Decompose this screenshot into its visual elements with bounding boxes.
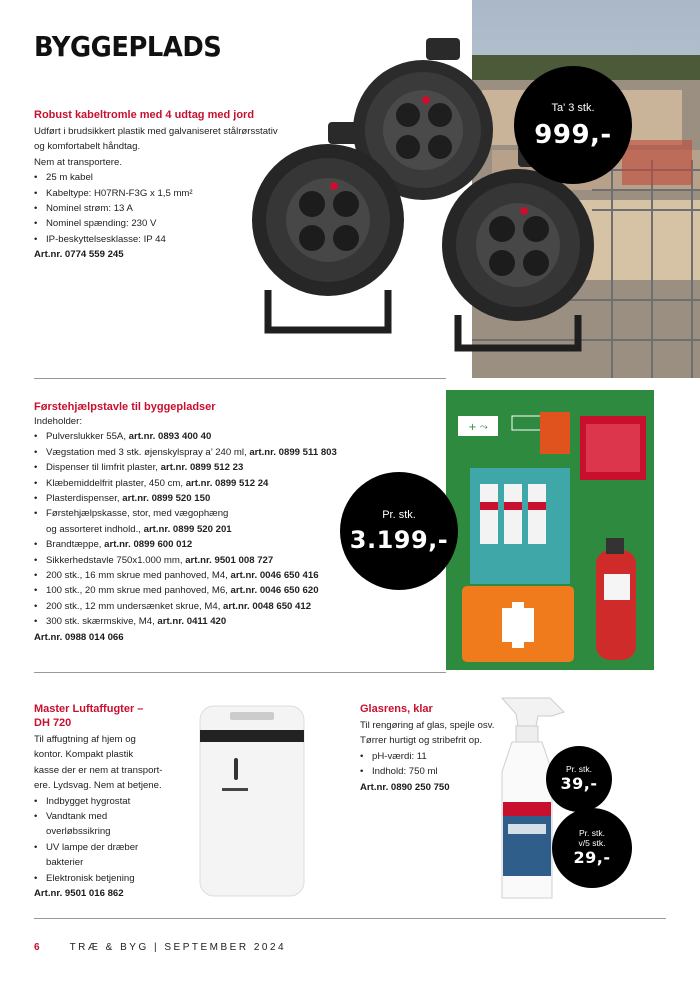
list-item: overløbssikring [46,826,111,838]
item-artnr: art.nr. 0899 520 150 [122,493,211,505]
desc-line: og komfortabelt håndtag. [34,141,141,153]
item-text: Sikkerhedstavle 750x1.000 mm, [46,554,186,566]
product-title [34,702,164,730]
list-item: • UV lampe der dræber [34,840,164,855]
list-item: • pH-værdi: 11 [360,749,500,764]
item-text: Vægstation med 3 stk. øjenskylspray a’ 240 ml, [46,446,250,458]
item-text: Førstehjælpskasse, stor, med vægophæng [46,508,229,520]
list-item [34,583,404,598]
item-artnr: art.nr. 9501 008 727 [185,554,274,566]
article-number: Art.nr. 0988 014 066 [34,631,124,643]
price-label: Pr. stk. [566,764,592,774]
price-value: 3.199,- [349,525,449,554]
item-artnr: art.nr. 0048 650 412 [223,600,312,612]
item-text: 200 stk., 16 mm skrue med panhoved, M4, [46,570,231,582]
item-artnr: art.nr. 0899 600 012 [104,539,193,551]
desc-line: Til rengøring af glas, spejle osv. [360,720,495,731]
cable-reel-section [34,108,284,263]
desc-line: Tørrer hurtigt og stribefrit op. [360,735,483,747]
item-artnr: art.nr. 0899 512 23 [160,462,244,474]
item-text: Klæbemiddelfrit plaster, 450 cm, [46,477,186,489]
item-text: 100 stk., 20 mm skrue med panhoved, M6, [46,585,231,597]
item-artnr: art.nr. 0893 400 40 [128,431,212,443]
item-text: Dispenser til limfrit plaster, [46,462,161,474]
price-badge [514,66,632,184]
list-item [34,614,404,629]
list-item: • Vandtank med [34,809,164,824]
price-badge-bulk [552,808,632,888]
desc-line: ere. Lydsvag. Nem at betjene. [34,780,162,792]
list-item: • Nominel strøm: 13 A [34,201,284,216]
spec-list [360,749,500,780]
product-title: Robust kabeltromle med 4 udtag med jord [34,109,255,121]
price-label: Pr. stk. [579,828,605,838]
glass-cleaner-section [360,702,500,795]
list-item [34,599,404,614]
divider [34,378,446,379]
price-value: 29,- [573,848,611,867]
price-badge [340,472,458,590]
divider [34,918,666,919]
desc-line: kontor. Kompakt plastik [34,749,134,761]
intro-text: Indeholder: [34,416,83,427]
list-item: • Elektronisk betjening [34,871,164,886]
product-title: Glasrens, klar [360,703,433,715]
item-text: 300 stk. skærmskive, M4, [46,616,158,628]
item-text: Brandtæppe, [46,539,105,551]
desc-line: Udført i brudsikkert plastik med galvaniseret stålrørsstativ [34,126,278,137]
item-artnr: art.nr. 0411 420 [157,616,227,628]
price-label: Pr. stk. [382,508,416,521]
title-line: DH 720 [34,717,72,729]
first-aid-board-image [446,390,654,670]
item-artnr: art.nr. 0899 511 803 [249,446,337,458]
list-item: • IP-beskyttelsesklasse: IP 44 [34,232,284,247]
list-item: • 25 m kabel [34,170,284,185]
divider [34,672,446,673]
item-artnr: art.nr. 0046 650 416 [230,570,319,582]
list-item: • Indhold: 750 ml [360,764,500,779]
item-artnr: art.nr. 0899 520 201 [143,523,232,535]
product-description [34,124,284,170]
page-heading: BYGGEPLADS [34,30,222,63]
list-item: • Indbygget hygrostat [34,794,164,809]
list-item [34,568,404,583]
item-artnr: art.nr. 0899 512 24 [185,477,269,489]
feature-list [34,794,164,886]
price-value: 39,- [560,774,598,793]
article-number: Art.nr. 9501 016 862 [34,888,124,900]
list-item [34,476,404,491]
desc-line: kasse der er nem at transport- [34,764,163,776]
item-text: Plasterdispenser, [46,493,123,505]
price-label: Ta' 3 stk. [551,101,595,114]
price-badge [546,746,612,812]
product-title: Førstehjælpstavle til byggepladser [34,401,216,413]
dehumidifier-image [192,700,312,900]
item-text: og assorteret indhold., [46,523,144,535]
title-line: Master Luftaffugter – [34,703,144,715]
list-item [34,460,404,475]
dehumidifier-section [34,702,164,901]
product-description [360,718,500,749]
footer-text: TRÆ & BYG | SEPTEMBER 2024 [69,942,287,953]
page-footer [34,942,286,953]
list-item [34,445,404,460]
price-label: v/5 stk. [578,838,606,848]
article-number: Art.nr. 0774 559 245 [34,249,124,261]
item-text: Pulverslukker 55A, [46,431,129,443]
product-description [34,732,164,794]
list-item: • Kabeltype: H07RN-F3G x 1,5 mm² [34,186,284,201]
spec-list [34,170,284,247]
list-item [34,429,404,444]
svg-text:+ ⤳: + ⤳ [468,422,488,433]
item-text: 200 stk., 12 mm undersænket skrue, M4, [46,600,224,612]
desc-line: Nem at transportere. [34,156,122,168]
page-number: 6 [34,942,40,953]
list-item: • Nominel spænding: 230 V [34,216,284,231]
item-artnr: art.nr. 0046 650 620 [230,585,319,597]
price-value: 999,- [534,119,612,150]
list-item: bakterier [46,857,84,869]
desc-line: Til affugtning af hjem og [34,734,136,745]
article-number: Art.nr. 0890 250 750 [360,781,450,793]
